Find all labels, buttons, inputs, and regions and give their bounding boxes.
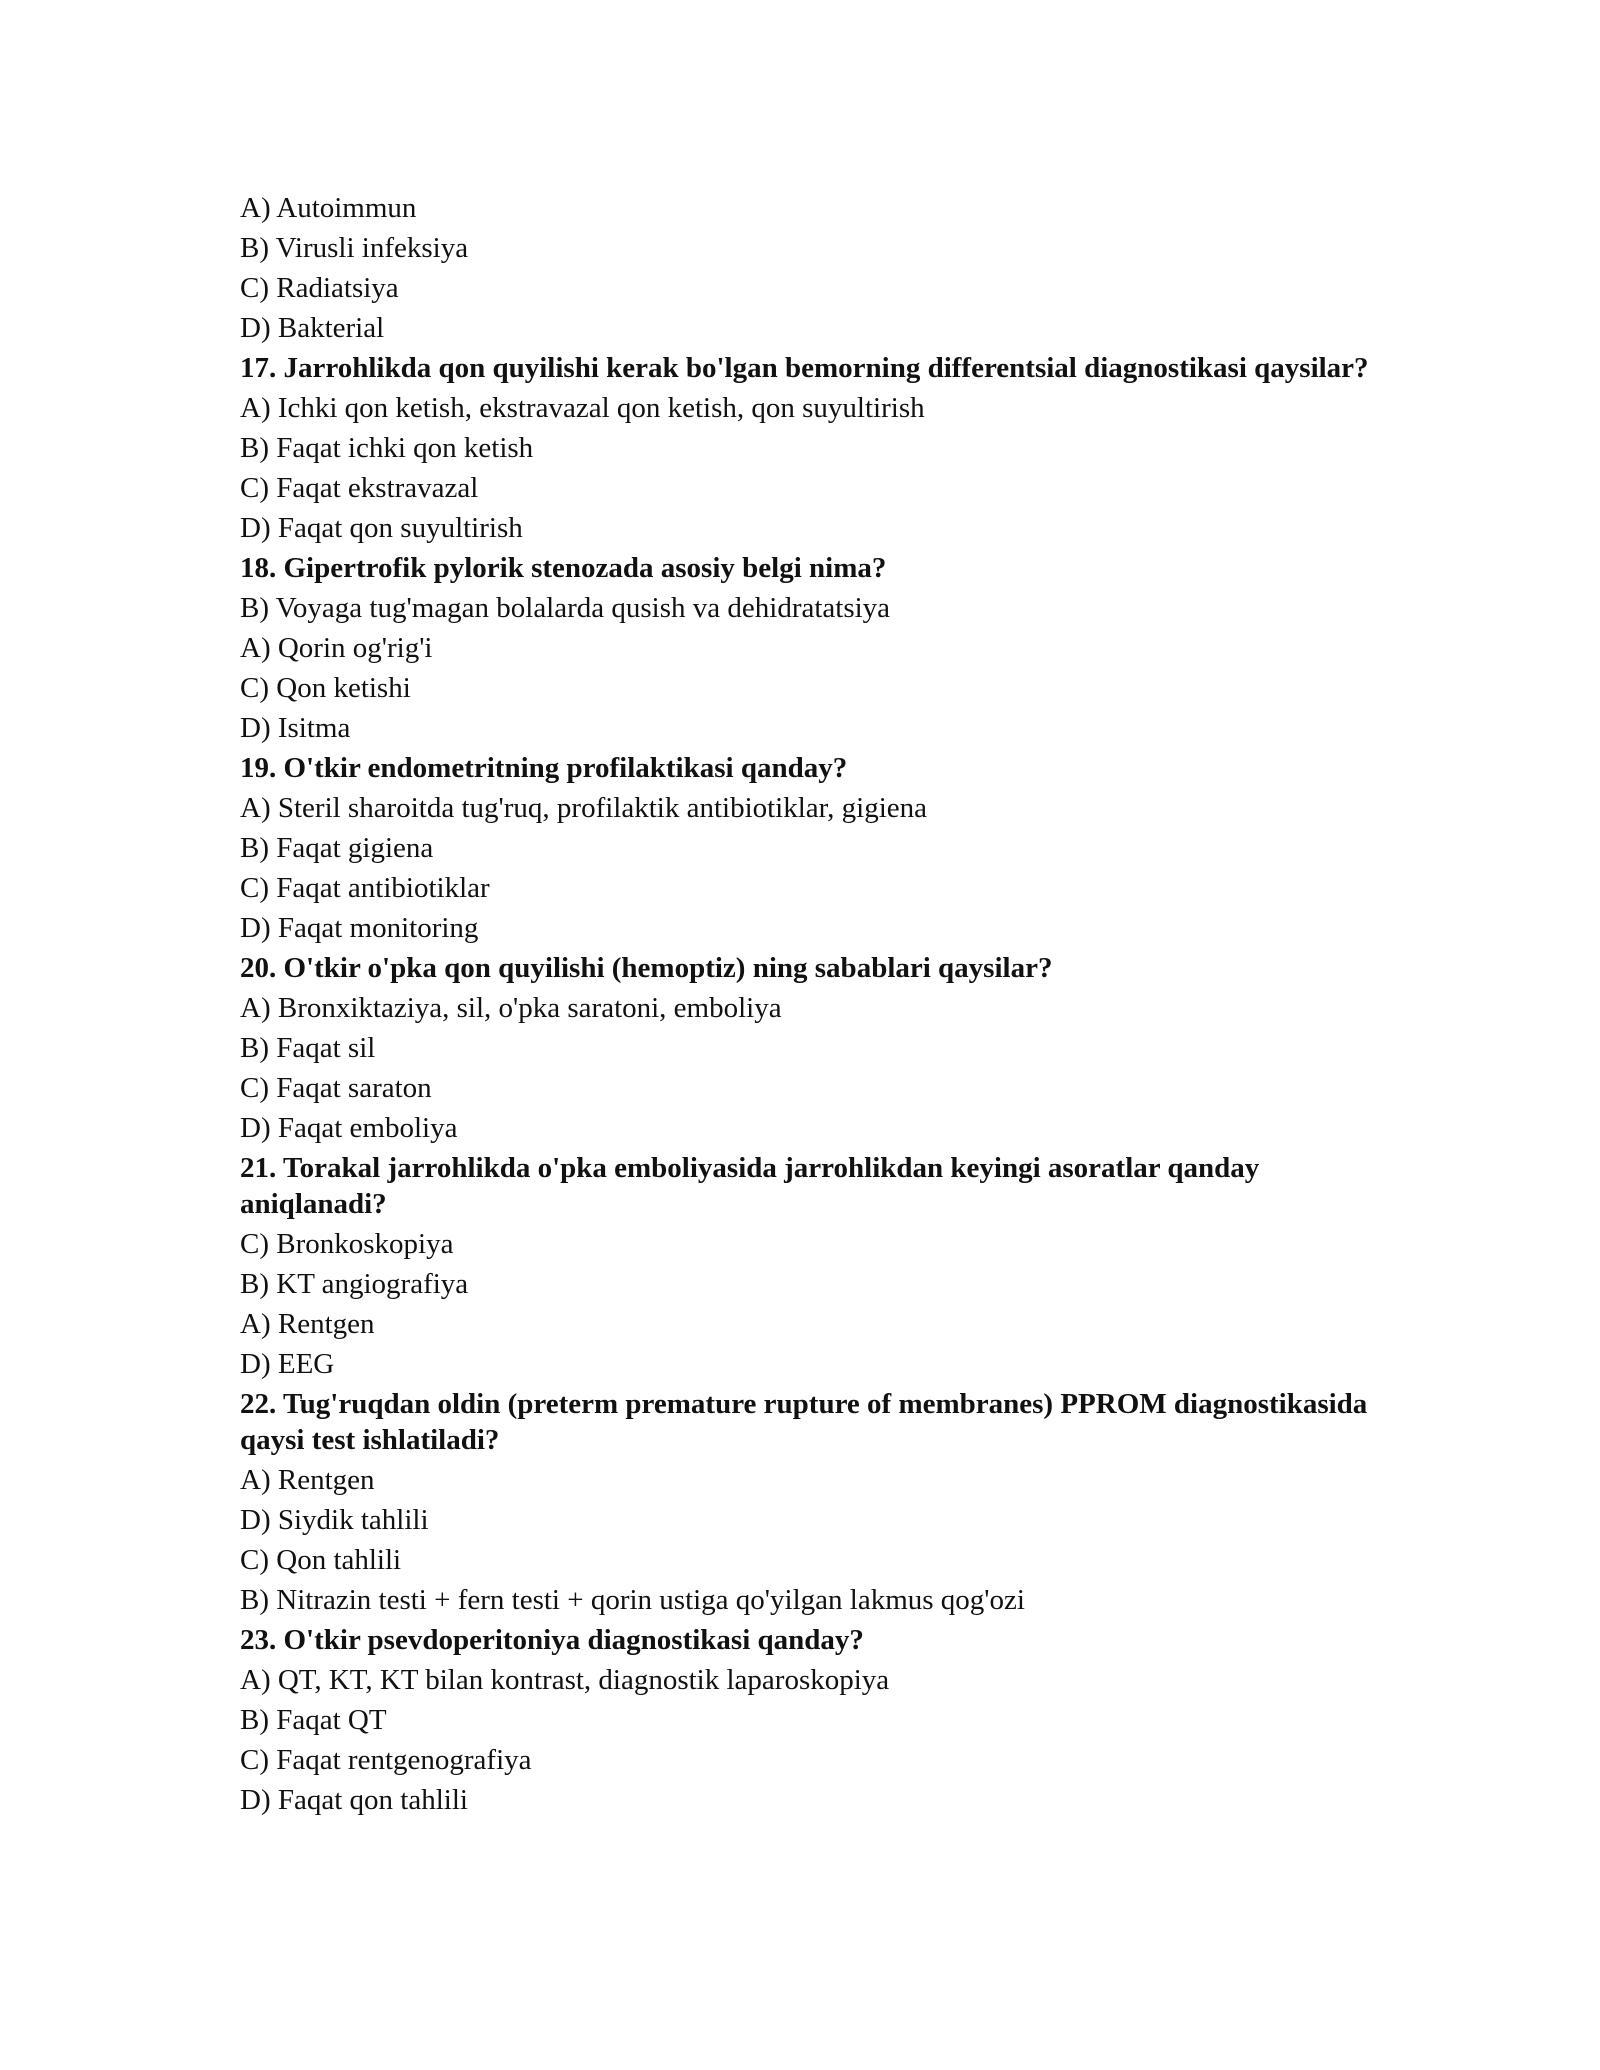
question-18: [240, 548, 1390, 748]
option-line: B) Voyaga tug'magan bolalarda qusish va dehidratatsiya: [240, 592, 891, 624]
option-line: A) Bronxiktaziya, sil, o'pka saratoni, emboliya: [240, 992, 782, 1024]
option-line: B) Faqat ichki qon ketish: [240, 432, 534, 464]
option-line: C) Bronkoskopiya: [240, 1228, 454, 1260]
option-line: B) Faqat gigiena: [240, 832, 434, 864]
option-line: A) QT, KT, KT bilan kontrast, diagnostik laparoskopiya: [240, 1664, 890, 1696]
option-line: A) Rentgen: [240, 1308, 375, 1340]
question-23: [240, 1620, 1390, 1820]
question-20: [240, 948, 1390, 1148]
option-line: C) Qon ketishi: [240, 672, 411, 704]
option-line: B) Virusli infeksiya: [240, 232, 469, 264]
option-line: B) Faqat QT: [240, 1704, 387, 1736]
question-21: [240, 1150, 1390, 1384]
question-19: [240, 748, 1390, 948]
question-22: [240, 1386, 1390, 1620]
question-title: 18. Gipertrofik pylorik stenozada asosiy belgi nima?: [240, 552, 887, 584]
option-line: A) Autoimmun: [240, 192, 417, 224]
option-line: D) Faqat monitoring: [240, 912, 479, 944]
lead-options: [240, 188, 1390, 348]
option-line: A) Rentgen: [240, 1464, 375, 1496]
option-line: B) Faqat sil: [240, 1032, 376, 1064]
quiz-content: [240, 188, 1390, 1820]
option-line: C) Faqat antibiotiklar: [240, 872, 490, 904]
option-line: C) Radiatsiya: [240, 272, 399, 304]
option-line: B) KT angiografiya: [240, 1268, 469, 1300]
option-line: D) Faqat emboliya: [240, 1112, 458, 1144]
question-title: 22. Tug'ruqdan oldin (preterm premature rupture of membranes) PPROM diagnostikasida qaysi test ishlatiladi?: [240, 1388, 1368, 1456]
question-17: [240, 350, 1390, 548]
question-title: 20. O'tkir o'pka qon quyilishi (hemoptiz) ning sabablari qaysilar?: [240, 952, 1053, 984]
question-title: 21. Torakal jarrohlikda o'pka emboliyasida jarrohlikdan keyingi asoratlar qanday aniqlanadi?: [240, 1152, 1260, 1220]
option-line: A) Ichki qon ketish, ekstravazal qon ketish, qon suyultirish: [240, 392, 925, 424]
option-line: D) Faqat qon suyultirish: [240, 512, 523, 544]
question-title: 23. O'tkir psevdoperitoniya diagnostikasi qanday?: [240, 1624, 864, 1656]
question-title: 19. O'tkir endometritning profilaktikasi qanday?: [240, 752, 848, 784]
option-line: D) Isitma: [240, 712, 351, 744]
option-line: C) Faqat rentgenografiya: [240, 1744, 532, 1776]
option-line: C) Qon tahlili: [240, 1544, 402, 1576]
question-title: 17. Jarrohlikda qon quyilishi kerak bo'lgan bemorning differentsial diagnostikasi qaysilar?: [240, 352, 1369, 384]
option-line: B) Nitrazin testi + fern testi + qorin ustiga qo'yilgan lakmus qog'ozi: [240, 1584, 1025, 1616]
option-line: C) Faqat ekstravazal: [240, 472, 479, 504]
option-line: A) Qorin og'rig'i: [240, 632, 433, 664]
option-line: D) Bakterial: [240, 312, 385, 344]
option-line: D) Faqat qon tahlili: [240, 1784, 468, 1816]
option-line: A) Steril sharoitda tug'ruq, profilaktik antibiotiklar, gigiena: [240, 792, 928, 824]
option-line: D) Siydik tahlili: [240, 1504, 429, 1536]
option-line: C) Faqat saraton: [240, 1072, 432, 1104]
option-line: D) EEG: [240, 1348, 335, 1380]
